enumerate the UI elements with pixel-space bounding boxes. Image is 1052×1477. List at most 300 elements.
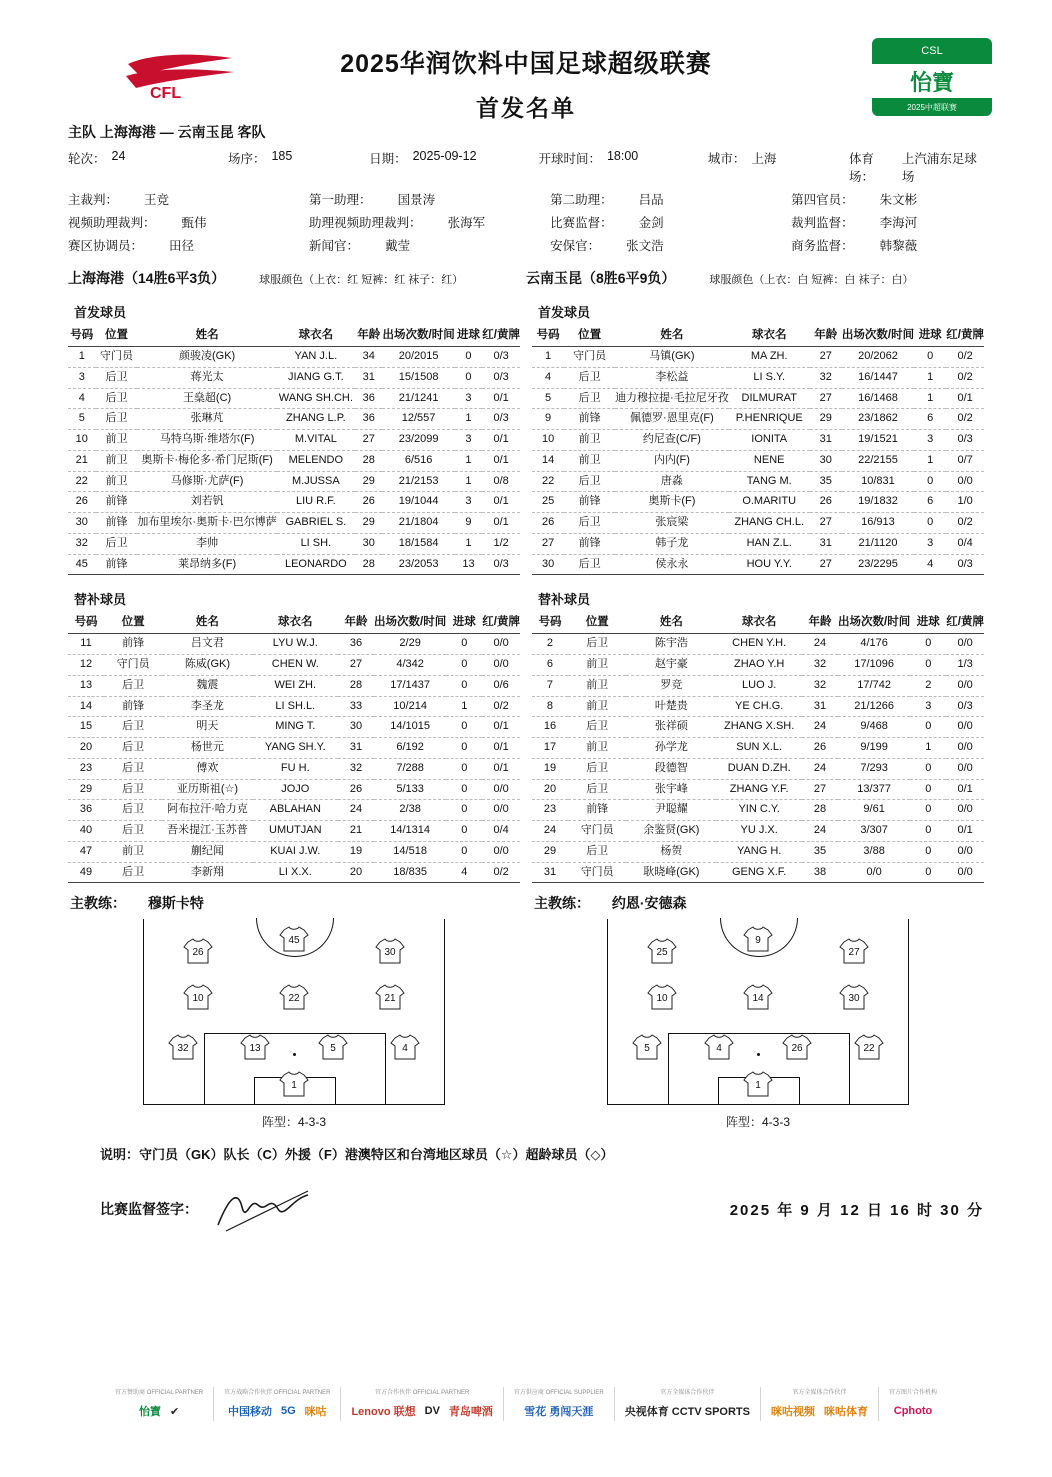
cell-pos: 后卫 [564,471,615,492]
cell-goal: 6 [914,492,946,513]
cell-goal: 0 [910,800,946,821]
cell-num: 47 [68,841,104,862]
pitch-shirt-number: 26 [192,946,204,958]
sponsor-logo [872,38,992,116]
sponsor-caption: 官方全媒体合作伙伴 [792,1390,847,1396]
cell-cards: 0/2 [482,862,520,883]
col-shirtname: 球衣名 [729,324,810,347]
pitch-shirt [741,926,775,956]
cell-num: 24 [532,821,568,842]
col-goals: 进球 [914,324,946,347]
col-position: 位置 [564,324,615,347]
cell-goal: 0 [910,862,946,883]
signature-row [100,1185,984,1233]
cell-age: 24 [802,634,838,655]
cell-apps: 2/38 [374,800,446,821]
cell-goal: 0 [446,841,482,862]
cell-name: 侯永永 [615,554,729,575]
table-row [68,388,520,409]
cell-name: 李帅 [137,533,276,554]
cell-cards: 0/0 [946,758,984,779]
table-row [532,779,984,800]
cell-apps: 18/1584 [382,533,454,554]
table-row [68,450,520,471]
cell-name: 王燊超(C) [137,388,276,409]
cell-num: 22 [532,471,564,492]
cell-shirt: O.MARITU [729,492,810,513]
cell-age: 34 [355,347,383,368]
cell-shirt: DILMURAT [729,388,810,409]
sponsor-logo-item: 怡寶 [138,1406,161,1418]
cell-shirt: MA ZH. [729,347,810,368]
sponsor-caption: 官方合作伙伴 OFFICIAL PARTNER [375,1390,470,1396]
col-cards: 红/黄牌 [482,611,520,634]
cell-pos: 前卫 [568,696,626,717]
cell-shirt: CHEN W. [253,655,338,676]
cell-name: 唐淼 [615,471,729,492]
cell-num: 29 [68,779,104,800]
cell-pos: 前卫 [568,655,626,676]
cell-age: 32 [810,367,842,388]
cell-pos: 后卫 [96,367,138,388]
cell-cards: 0/3 [482,367,520,388]
table-row [532,862,984,883]
table-row [532,758,984,779]
meta-commercial-supervisor: 商务监督： 韩黎薇 [791,239,918,253]
col-position: 位置 [96,324,138,347]
cell-cards: 0/2 [946,513,984,534]
cell-name: 傅欢 [162,758,252,779]
cell-num: 25 [532,492,564,513]
table-row [532,533,984,554]
cell-cards: 0/1 [482,513,520,534]
cell-cards: 0/0 [482,841,520,862]
sponsor-group [213,1387,340,1421]
cell-age: 35 [810,471,842,492]
pitch-shirt-number: 22 [288,992,300,1004]
cell-apps: 21/1266 [838,696,910,717]
cell-goal: 3 [455,388,483,409]
cell-num: 26 [68,492,96,513]
table-row [532,347,984,368]
signature-mark [212,1185,322,1233]
cell-cards: 1/3 [946,655,984,676]
col-apps: 出场次数/时间 [842,324,914,347]
meta-order: 场序： 185 [227,149,293,166]
cell-shirt: GABRIEL S. [277,513,355,534]
cell-num: 30 [532,554,564,575]
away-coach [526,893,990,913]
cell-pos: 后卫 [568,717,626,738]
cell-name: 耿晓峰(GK) [626,862,716,883]
starters-section [62,298,990,575]
cell-name: 韩子龙 [615,533,729,554]
cell-pos: 守门员 [568,862,626,883]
sponsor-logo-item: 咪咕 [304,1406,327,1418]
cell-pos: 前卫 [564,430,615,451]
pitch-shirt [316,1034,350,1064]
away-pitch [607,919,909,1105]
sponsor-caption: 官方图片合作机构 [889,1390,938,1396]
cell-name: 马修斯·尤萨(F) [137,471,276,492]
cell-age: 27 [355,430,383,451]
cell-age: 31 [338,738,374,759]
team-headers [68,268,984,288]
cell-num: 8 [532,696,568,717]
cell-apps: 9/61 [838,800,910,821]
cell-shirt: LUO J. [716,675,802,696]
sponsor-logo-item: 雪花 勇闯天涯 [524,1406,594,1418]
cell-num: 12 [68,655,104,676]
cell-cards: 0/0 [482,634,520,655]
cell-goal: 0 [455,347,483,368]
table-row [68,841,520,862]
sponsor-logo-item: 央视体育 CCTV SPORTS [624,1406,750,1418]
cell-pos: 前锋 [96,513,138,534]
away-coach-name: 约恩·安德森 [611,895,687,912]
cell-goal: 4 [446,862,482,883]
cell-apps: 19/1521 [842,430,914,451]
cell-apps: 21/1120 [842,533,914,554]
cell-name: 莱昂纳多(F) [137,554,276,575]
pitch-shirt-number: 45 [288,935,300,947]
away-starters-title: 首发球员 [538,305,591,320]
away-team-name: 云南玉昆 [526,270,582,286]
sponsor-group [105,1387,213,1421]
page-title: 2025华润饮料中国足球超级联赛 [340,50,712,78]
cell-goal: 0 [446,738,482,759]
cell-name: 迪力穆拉提·毛拉尼牙孜 [615,388,729,409]
meta-row [68,149,984,185]
cell-cards: 0/0 [946,471,984,492]
cell-shirt: MELENDO [277,450,355,471]
col-apps: 出场次数/时间 [838,611,910,634]
sponsor-logos [351,1401,492,1421]
cell-cards: 0/0 [946,841,984,862]
away-team-record: （8胜6平9负） [582,270,676,286]
cell-age: 36 [355,409,383,430]
cell-pos: 前锋 [568,800,626,821]
cell-cards: 0/3 [482,347,520,368]
pitch-shirt-number: 5 [330,1042,336,1054]
col-position: 位置 [104,611,162,634]
table-row [532,655,984,676]
cell-name: 刘若钒 [137,492,276,513]
legend-note: 说明：守门员（GK）队长（C）外援（F）港澳特区和台湾地区球员（☆）超龄球员（◇） [100,1147,614,1163]
home-formation [62,919,526,1130]
cell-age: 28 [355,450,383,471]
cell-pos: 守门员 [564,347,615,368]
cell-pos: 后卫 [96,533,138,554]
cell-pos: 后卫 [104,800,162,821]
col-number: 号码 [532,611,568,634]
cell-shirt: NENE [729,450,810,471]
cell-apps: 23/2099 [382,430,454,451]
sponsor-logo-item: 青岛啤酒 [448,1406,493,1418]
cell-num: 21 [68,450,96,471]
cell-num: 23 [532,800,568,821]
match-title: 主队 上海海港 — 云南玉昆 客队 [68,124,266,140]
cell-num: 4 [532,367,564,388]
cell-cards: 0/0 [946,717,984,738]
cell-num: 15 [68,717,104,738]
cell-goal: 0 [914,513,946,534]
away-formation-label: 阵型：4-3-3 [725,1115,790,1130]
cell-shirt: FU H. [253,758,338,779]
cell-cards: 0/0 [946,800,984,821]
table-header-row [532,611,984,634]
pitch-shirt [645,938,679,968]
away-kit-colors: 球服颜色（上衣：白 短裤：白 袜子：白） [709,274,914,286]
table-row [532,492,984,513]
sponsor-logo-item: Cphoto [893,1405,933,1417]
coaches-row [62,893,990,913]
cell-shirt: YU J.X. [716,821,802,842]
col-apps: 出场次数/时间 [374,611,446,634]
table-row [68,717,520,738]
cell-cards: 0/0 [946,634,984,655]
cell-age: 31 [355,367,383,388]
away-coach-label: 主教练： [534,895,590,912]
cell-num: 36 [68,800,104,821]
table-row [68,634,520,655]
cell-goal: 0 [446,821,482,842]
cell-age: 33 [338,696,374,717]
cell-pos: 前锋 [96,492,138,513]
meta-fourth-official: 第四官员： 朱文彬 [791,193,918,207]
cell-apps: 3/88 [838,841,910,862]
cell-shirt: ZHANG X.SH. [716,717,802,738]
meta-date: 日期： 2025-09-12 [369,149,477,166]
pitch-shirt-number: 5 [644,1042,650,1054]
pitch-shirt [373,938,407,968]
cell-num: 1 [68,347,96,368]
cell-cards: 0/2 [946,409,984,430]
cell-shirt: M.VITAL [277,430,355,451]
cell-name: 吾米提江·玉苏普 [162,821,252,842]
pitch-shirt [373,984,407,1014]
cell-shirt: LEONARDO [277,554,355,575]
pitch-shirt-number: 4 [402,1042,408,1054]
sponsor-group [760,1387,878,1421]
meta-referee: 主裁判： 王竞 [68,193,170,207]
cell-pos: 后卫 [568,841,626,862]
pitch-shirt [181,938,215,968]
cell-goal: 0 [914,471,946,492]
pitch-shirt-number: 10 [192,992,204,1004]
sponsor-logo-item: DV [424,1405,440,1417]
cell-num: 22 [68,471,96,492]
cell-cards: 0/1 [482,738,520,759]
cell-num: 20 [532,779,568,800]
cell-apps: 6/192 [374,738,446,759]
pitch-shirt-number: 26 [791,1042,803,1054]
cell-age: 27 [802,779,838,800]
cell-age: 29 [355,513,383,534]
cell-cards: 0/4 [482,821,520,842]
home-coach [62,893,526,913]
cell-shirt: JOJO [253,779,338,800]
pitch-shirt [630,1034,664,1064]
table-row [68,430,520,451]
table-row [532,634,984,655]
cell-num: 5 [532,388,564,409]
cell-shirt: M.JUSSA [277,471,355,492]
cell-pos: 后卫 [568,758,626,779]
cell-cards: 0/0 [482,779,520,800]
col-cards: 红/黄牌 [946,611,984,634]
cell-apps: 17/1096 [838,655,910,676]
cell-shirt: WEI ZH. [253,675,338,696]
col-shirtname: 球衣名 [253,611,338,634]
cell-apps: 19/1832 [842,492,914,513]
cell-pos: 后卫 [564,388,615,409]
sponsor-group [614,1387,760,1421]
cell-name: 段德智 [626,758,716,779]
pitch-shirt [837,984,871,1014]
meta-city: 城市： 上海 [707,152,777,166]
meta-referee-assessor: 裁判监督： 李海河 [791,216,918,230]
cell-age: 27 [810,513,842,534]
cell-name: 陈宇浩 [626,634,716,655]
cell-shirt: MING T. [253,717,338,738]
cell-goal: 3 [910,696,946,717]
cell-num: 31 [532,862,568,883]
cell-pos: 后卫 [564,367,615,388]
cell-cards: 0/0 [482,655,520,676]
pitch-shirt [852,1034,886,1064]
cell-pos: 前锋 [564,492,615,513]
cell-age: 29 [355,471,383,492]
pitch-shirt [741,1071,775,1101]
table-header-row [68,611,520,634]
cell-cards: 0/8 [482,471,520,492]
away-subs-col [526,585,990,883]
cell-cards: 0/4 [946,533,984,554]
cell-apps: 17/742 [838,675,910,696]
cell-pos: 守门员 [104,655,162,676]
table-row [532,841,984,862]
pitch-shirt [277,1071,311,1101]
cell-name: 颜骏凌(GK) [137,347,276,368]
meta-row [68,236,984,254]
pitch-shirt [277,926,311,956]
cell-apps: 20/2062 [842,347,914,368]
cell-apps: 13/377 [838,779,910,800]
cell-goal: 1 [914,367,946,388]
cell-name: 杨世元 [162,738,252,759]
sponsor-logo-item: 咪咕体育 [824,1406,868,1418]
cell-apps: 7/293 [838,758,910,779]
cell-age: 26 [802,738,838,759]
away-subs-title: 替补球员 [538,592,591,608]
col-number: 号码 [532,324,564,347]
cell-age: 26 [355,492,383,513]
cell-num: 11 [68,634,104,655]
cell-pos: 后卫 [104,675,162,696]
col-age: 年龄 [810,324,842,347]
col-age: 年龄 [802,611,838,634]
sponsor-logo-item: ✔ [169,1405,180,1418]
cell-apps: 23/2053 [382,554,454,575]
pitch-shirt [780,1034,814,1064]
cell-pos: 后卫 [104,758,162,779]
meta-avar: 助理视频助理裁判： 张海军 [309,216,486,230]
cell-shirt: YANG H. [716,841,802,862]
cell-name: 杨贺 [626,841,716,862]
cell-age: 36 [355,388,383,409]
cell-num: 19 [532,758,568,779]
cell-apps: 6/516 [382,450,454,471]
sponsor-caption: 官方供应商 OFFICIAL SUPPLIER [513,1390,604,1396]
cell-age: 21 [338,821,374,842]
table-row [532,800,984,821]
cell-shirt: LI SH.L. [253,696,338,717]
cell-apps: 2/29 [374,634,446,655]
cell-name: 陈威(GK) [162,655,252,676]
table-header-row [532,324,984,347]
cell-goal: 1 [446,696,482,717]
cell-name: 尹聪耀 [626,800,716,821]
cell-pos: 守门员 [568,821,626,842]
sponsor-logos [139,1401,179,1421]
cell-age: 32 [802,675,838,696]
table-row [532,513,984,534]
cell-apps: 14/1314 [374,821,446,842]
cell-age: 27 [810,347,842,368]
cell-cards: 0/1 [482,430,520,451]
cell-age: 28 [338,675,374,696]
cell-name: 佩德罗·恩里克(F) [615,409,729,430]
pitch-shirt-number: 13 [249,1042,261,1054]
cell-apps: 21/2153 [382,471,454,492]
pitch-shirt [702,1034,736,1064]
col-cards: 红/黄牌 [946,324,984,347]
sponsor-group [878,1387,947,1421]
cell-num: 29 [532,841,568,862]
table-row [68,409,520,430]
cell-num: 1 [532,347,564,368]
cell-pos: 后卫 [104,779,162,800]
cell-num: 14 [68,696,104,717]
cell-shirt: WANG SH.CH. [277,388,355,409]
cell-shirt: UMUTJAN [253,821,338,842]
cell-pos: 前卫 [96,471,138,492]
cell-shirt: DUAN D.ZH. [716,758,802,779]
table-row [68,367,520,388]
cell-apps: 23/2295 [842,554,914,575]
cell-shirt: YAN J.L. [277,347,355,368]
sponsor-logos [771,1401,868,1421]
table-row [68,675,520,696]
meta-assistant-1: 第一助理： 国景涛 [309,193,436,207]
csl-label: CSL [921,45,943,57]
cell-name: 李松益 [615,367,729,388]
home-subs-table [68,611,520,883]
cell-shirt: P.HENRIQUE [729,409,810,430]
pitch-shirt-number: 30 [384,946,396,958]
away-formation [526,919,990,1130]
pitch-shirt-number: 30 [848,992,860,1004]
pitch-shirt-number: 1 [291,1079,297,1091]
col-name: 姓名 [162,611,252,634]
cell-apps: 5/133 [374,779,446,800]
cell-num: 9 [532,409,564,430]
cell-goal: 0 [446,634,482,655]
cell-age: 24 [802,717,838,738]
cell-pos: 前锋 [104,634,162,655]
cell-age: 26 [810,492,842,513]
